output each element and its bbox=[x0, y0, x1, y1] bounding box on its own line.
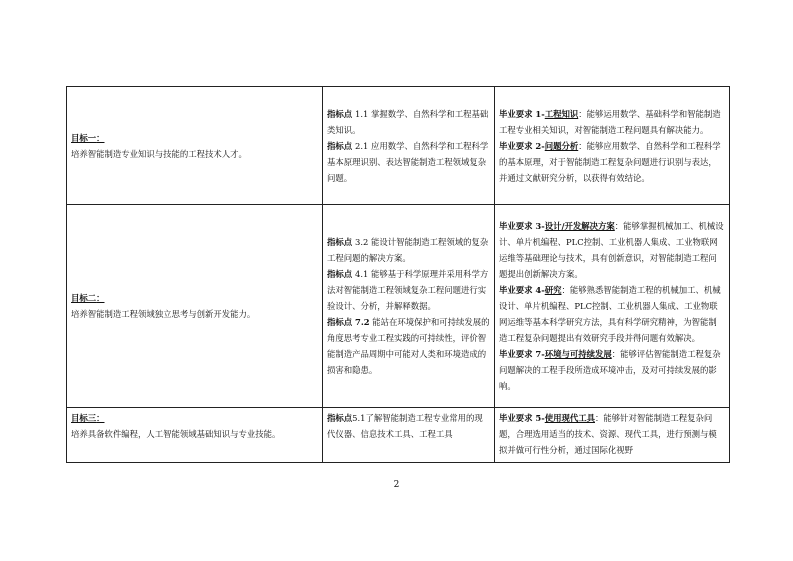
indicator-item: 指标点 4.1 能够基于科学原理并采用科学方法对智能制造工程领域复杂工程问题进行实验设计、分析，并解释数据。 bbox=[327, 269, 489, 311]
goal-cell bbox=[67, 408, 323, 463]
page-number: 2 bbox=[393, 480, 400, 490]
requirement-cell bbox=[495, 205, 730, 408]
goal-text: 培养智能制造专业知识与技能的工程技术人才。 bbox=[71, 148, 247, 159]
requirement-item: 毕业要求 5-使用现代工具：能够针对智能制造工程复杂问题，合理选用适当的技术、资源、现代工具，进行预测与模拟并做可行性分析，通过国际化视野 bbox=[499, 413, 717, 455]
indicator-cell bbox=[323, 87, 495, 205]
indicator-item: 指标点5.1了解智能制造工程专业常用的现代仪器、信息技术工具、工程工具 bbox=[327, 413, 483, 439]
goal-label: 目标二： bbox=[71, 293, 105, 303]
goal-label: 目标一： bbox=[71, 132, 105, 143]
requirement-item: 毕业要求 7-环境与可持续发展：能够评估智能制造工程复杂问题解决的工程手段所造成环境冲击，及对可持续发展的影响。 bbox=[499, 349, 721, 391]
requirement-cell bbox=[495, 408, 730, 463]
goal-cell bbox=[67, 205, 323, 408]
table-row bbox=[67, 408, 730, 463]
requirement-item: 毕业要求 4-研究：能够熟悉智能制造工程的机械加工、机械设计、单片机编程、PLC控制、工业机器人集成、工业物联网运维等基本科学研究方法，具有科学研究精神，为智能制造工程复杂问题提出有效研究手段并得问题有效解决。 bbox=[499, 285, 721, 343]
table-row bbox=[67, 205, 730, 408]
requirement-item: 毕业要求 2-问题分析：能够应用数学、自然科学和工程科学的基本原理，对于智能制造工程复杂问题进行识别与表达，并通过文献研究分析，以获得有效结论。 bbox=[499, 140, 721, 183]
indicator-item: 指标点 7.2 能站在环境保护和可持续发展的角度思考专业工程实践的可持续性，评价智能制造产品周期中可能对人类和环境造成的损害和隐患。 bbox=[327, 317, 490, 375]
indicator-cell bbox=[323, 408, 495, 463]
goal-label: 目标三： bbox=[71, 413, 105, 423]
goal-text: 培养智能制造工程领域独立思考与创新开发能力。 bbox=[71, 309, 256, 319]
goal-cell bbox=[67, 87, 323, 205]
indicator-item: 指标点 2.1 应用数学、自然科学和工程科学基本原理识别、表达智能制造工程领域复杂问题。 bbox=[327, 140, 489, 183]
indicator-item: 指标点 3.2 能设计智能制造工程领域的复杂工程问题的解决方案。 bbox=[327, 237, 489, 263]
requirement-item: 毕业要求 1-工程知识：能够运用数学、基础科学和智能制造工程专业相关知识，对智能制造工程问题具有解决能力。 bbox=[499, 108, 721, 135]
table-row bbox=[67, 87, 730, 205]
alignment-table bbox=[66, 86, 730, 463]
indicator-cell bbox=[323, 205, 495, 408]
indicator-item: 指标点 1.1 掌握数学、自然科学和工程基础类知识。 bbox=[327, 108, 489, 135]
requirement-item: 毕业要求 3-设计/开发解决方案：能够掌握机械加工、机械设计、单片机编程、PLC控制、工业机器人集成、工业物联网运维等基础理论与技术，具有创新意识，对智能制造工程问题提出创新解决方案。 bbox=[499, 221, 724, 279]
goal-text: 培养具备软件编程，人工智能领域基础知识与专业技能。 bbox=[71, 429, 281, 439]
requirement-cell bbox=[495, 87, 730, 205]
